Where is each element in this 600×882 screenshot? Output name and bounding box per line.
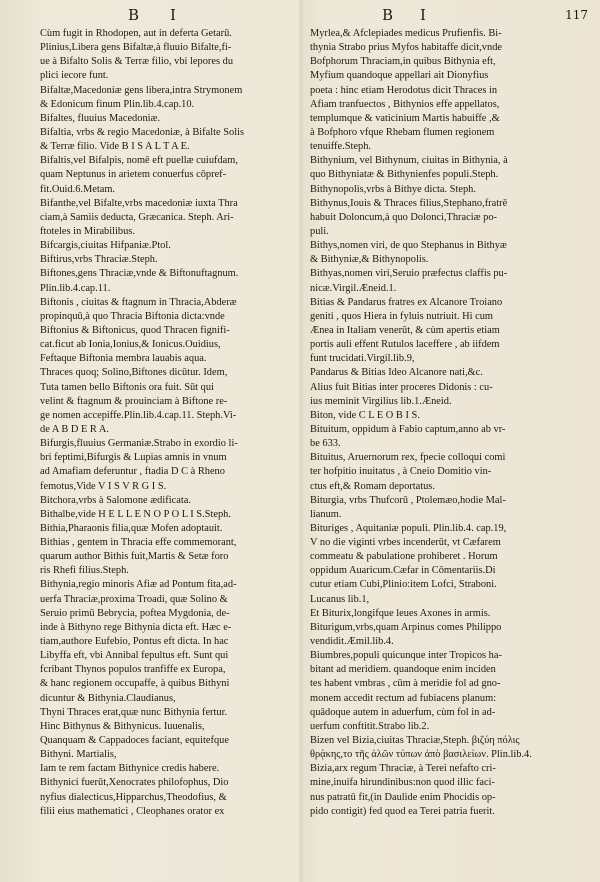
left-text-column: [40, 27, 298, 819]
text-line: de A B D E R A.: [40, 423, 109, 435]
text-line: funt trucidati.Virgil.lib.9,: [310, 353, 415, 365]
text-line: & Terræ filio. Vide B I S A L T A E.: [40, 141, 190, 153]
text-line: puli.: [310, 225, 329, 237]
text-line: nicæ.Virgil.Æneid.1.: [310, 282, 397, 294]
text-line: Bithynici fuerūt,Xenocrates philofophus, Dio: [40, 777, 229, 789]
text-line: Thyni Thraces erat,quæ nunc Bithynia fertur.: [40, 706, 228, 718]
text-line: Bifaltæ,Macedoniæ gens libera,intra Strymonem: [40, 84, 243, 96]
text-line: tes habent vmbras , cūm à meridie fol ad gno-: [310, 678, 501, 690]
text-line: Myrlea,& Afclepiades medicus Prufienfis. Bi-: [310, 28, 502, 39]
gutter-shadow: [297, 0, 305, 882]
text-line: à Bofphoro vfque Rhebam flumen regionem: [310, 126, 495, 138]
text-line: thynia Strabo prius Myfos habitaffe dicit,vnde: [310, 42, 502, 54]
text-line: quo Bithyniatæ & Bithynienfes populi.Steph.: [310, 169, 499, 181]
text-line: Feftaque Biftonia membra lauabis aqua.: [40, 353, 207, 365]
text-line: quam Neptunus in arietem conuerfus cōpref-: [40, 169, 227, 181]
text-line: ter hofpitio inuitatus , à Cneio Domitio vin-: [310, 466, 492, 478]
text-line: & Edonicum finum Plin.lib.4.cap.10.: [40, 98, 195, 110]
text-line: Bituriges , Aquitaniæ populi. Plin.lib.4. cap.19,: [310, 522, 507, 534]
right-text-column: [310, 27, 592, 819]
text-line: Bithia,Pharaonis filia,quæ Mofen adoptauit.: [40, 522, 223, 534]
text-line: ius meminit Virgilius lib.1.Æneid.: [310, 395, 452, 407]
text-line: portis auli effent Rutulos laceffere , ab iifdem: [310, 339, 500, 351]
text-line: Bithys,nomen viri, de quo Stephanus in Bithyæ: [310, 240, 507, 252]
text-line: nus patratū fit,(in Daulide enim Phocidis op-: [310, 791, 496, 803]
text-line: fcribant Thynos populos tranfiffe ex Europa,: [40, 664, 226, 676]
text-line: Ænea in Italiam venerūt, & cùm apertis etiam: [310, 324, 500, 336]
left-header-letter: B: [128, 6, 140, 24]
text-line: bitant ad meridiem. quandoque enim inciden: [310, 664, 496, 676]
text-line: quarum author Bithis fuit,Martis & Setæ foro: [40, 551, 229, 563]
text-line: ris Rhefi filius.Steph.: [40, 565, 129, 577]
text-line: ad Amafiam deferuntur , ftadia D C à Rheno: [40, 466, 225, 478]
text-line: nyfius dialecticus,Hipparchus,Theodofius, &: [40, 791, 227, 803]
text-line: Seruio primū Bebrycia, poftea Mygdonia, de-: [40, 607, 230, 619]
text-line: ciam,à Samiis deducta, Græcanica. Steph. Ari-: [40, 211, 234, 223]
text-line: bri feptimi,Bifurgis & Lupias amnis in vnum: [40, 452, 227, 464]
text-line: Biturigum,vrbs,quam Arpinus comes Philippo: [310, 621, 502, 633]
text-line: Myfium quandoque appellari ait Dionyfius: [310, 70, 489, 82]
text-line: cat.ficut ab Ionia,Ionius,& Ionicus.Ouidius,: [40, 339, 221, 351]
text-line: Bithynia,regio minoris Afiæ ad Pontum fita,ad-: [40, 579, 237, 591]
text-line: habuit Doloncum,à quo Dolonci,Thraciæ po-: [310, 211, 497, 223]
text-line: Tuta tamen bello Biftonis ora fuit. Sūt qui: [40, 381, 214, 393]
text-line: mine,inuifa hirundinibus:non quod illic faci-: [310, 777, 495, 789]
text-line: femotus,Vide V I S V R G I S.: [40, 480, 167, 492]
text-line: ge nomen accepiffe.Plin.lib.4.cap.11. Steph.Vi-: [40, 409, 237, 421]
text-line: cutur etiam Cubi,Plinio:item Lofci, Straboni.: [310, 579, 497, 591]
text-line: Bifcargis,ciuitas Hifpaniæ.Ptol.: [40, 240, 171, 252]
text-line: Bifaltia, vrbs & regio Macedoniæ, à Bifalte Solis: [40, 126, 245, 138]
text-line: filii eius mathematici , Cleophanes orator ex: [40, 805, 225, 817]
text-line: Biturgia, vrbs Thufcorū , Ptolemæo,hodie Mal-: [310, 494, 506, 506]
text-line: commeatu & pabulatione prohiberet . Horum: [310, 551, 498, 563]
text-line: monem accedit rectum ad fubiacens planum:: [310, 692, 497, 704]
text-line: Bithynus,Iouis & Thraces filius,Stephano,fratrē: [310, 197, 508, 209]
text-line: Bizen vel Bizia,ciuitas Thraciæ,Steph. βιζύη πόλις: [310, 735, 520, 747]
text-line: V no die viginti vrbes incenderūt, vt Cæfarem: [310, 537, 501, 549]
text-line: Bithynopolis,vrbs à Bithye dicta. Steph.: [310, 183, 476, 195]
text-line: oppidum Auaricum.Cæfar in Cōmentariis.Di: [310, 565, 496, 577]
text-line: ctus eft,& Romam deportatus.: [310, 480, 435, 492]
text-line: Libyffa eft, vbi Annibal fepultus eft. Sunt qui: [40, 650, 229, 662]
text-line: Bithynium, vel Bithynum, ciuitas in Bithynia, à: [310, 155, 508, 167]
right-header-letter: B: [382, 6, 394, 24]
text-line: Cùm fugit in Rhodopen, aut in deferta Getarū.: [40, 28, 232, 39]
text-line: tiam,authore Eufebio, Pontus eft dicta. In hac: [40, 636, 229, 648]
text-line: Afiam tranfuectos , Bithynios effe appellatos,: [310, 98, 500, 110]
text-line: vendidit.Æmil.lib.4.: [310, 636, 394, 648]
text-line: inde à Bithyno rege Bithynia dicta eft. Hæc e-: [40, 621, 232, 633]
text-line: Bituitum, oppidum à Fabio captum,anno ab vr-: [310, 423, 506, 435]
text-line: ue à Bifalto Solis & Terræ filio, vbi lepores du: [40, 56, 234, 68]
text-line: Bitias & Pandarus fratres ex Alcanore Troiano: [310, 296, 503, 308]
text-line: Bizia,arx regum Thraciæ, à Terei nefafto cri-: [310, 763, 496, 775]
right-header-letter: I: [420, 6, 427, 24]
text-line: Bifaltes, fluuius Macedoniæ.: [40, 112, 161, 124]
text-line: Bithyas,nomen viri,Seruio præfectus claffis pu-: [310, 268, 508, 280]
text-line: Bofphorum Thraciam,in quibus Bithynia eft,: [310, 56, 496, 68]
left-header-letter: I: [170, 6, 177, 24]
text-line: ftoteles in Mirabilibus.: [40, 225, 135, 237]
text-line: dicuntur & Bithynia.Claudianus,: [40, 692, 176, 704]
text-line: Quanquam & Cappadoces faciant, equitefque: [40, 735, 229, 747]
text-line: Biftones,gens Thraciæ,vnde & Biftonuftagnum.: [40, 268, 239, 280]
text-line: Bithalbe,vide H E L L E N O P O L I S.Steph.: [40, 508, 231, 520]
text-line: Hinc Bithynus & Bithynicus. Iuuenalis,: [40, 720, 205, 732]
text-line: Biton, vide C L E O B I S.: [310, 409, 420, 421]
text-line: Bithias , gentem in Thracia effe commemorant,: [40, 537, 237, 549]
text-line: uerfum conftitit.Strabo lib.2.: [310, 720, 430, 732]
page-number: 117: [565, 8, 588, 22]
text-line: fit.Ouid.6.Metam.: [40, 183, 116, 195]
text-line: Biumbres,populi quicunque inter Tropicos ha-: [310, 650, 502, 662]
text-line: Thraces quoq; Solino,Biftones dicūtur. Idem,: [40, 367, 228, 379]
text-line: uerfa Thraciæ,proxima Troadi, quæ Solino &: [40, 593, 228, 605]
text-line: Bithyni. Martialis,: [40, 749, 117, 761]
text-line: θρᾴκης,το τῆς ἀλῶν τύπων ἀπὸ βασιλείων. Plin.lib.4.: [310, 749, 532, 761]
text-line: Pandarus & Bitias Ideo Alcanore nati,&c.: [310, 367, 483, 379]
text-line: Biftonis , ciuitas & ftagnum in Thracia,Abderæ: [40, 296, 237, 308]
text-line: Bituitus, Aruernorum rex, fpecie colloqui comi: [310, 452, 506, 464]
text-line: lianum.: [310, 508, 342, 520]
text-line: templumque & vaticinium Martis habuiffe ,&: [310, 112, 500, 124]
text-line: poeta : hinc etiam Herodotus dicit Thraces in: [310, 84, 498, 96]
text-line: Plinius,Libera gens Bifaltæ,à fluuio Bifalte,fi-: [40, 42, 232, 54]
text-line: tenuiffe.Steph.: [310, 141, 371, 153]
text-line: propinquū,à quo Thracia Biftonia dicta:vnde: [40, 310, 225, 322]
text-line: Biftonius & Biftonicus, quod Thracen fignifi-: [40, 324, 230, 336]
text-line: & Bithyniæ,& Bithynopolis.: [310, 254, 429, 266]
text-line: be 633.: [310, 438, 341, 450]
text-line: Bifurgis,fluuius Germaniæ.Strabo in exordio li-: [40, 438, 238, 450]
text-line: Bifaltis,vel Bifalpis, nomē eft puellæ cuiufdam,: [40, 155, 238, 167]
text-line: Bifanthe,vel Bifalte,vrbs macedoniæ iuxta Thra: [40, 197, 238, 209]
text-line: Iam te rem factam Bithynice credis habere.: [40, 763, 220, 775]
text-line: plici iecore funt.: [40, 70, 109, 82]
text-line: pido contigit) fed quod ea Terei patria fuerit.: [310, 805, 495, 817]
text-line: Plin.lib.4.cap.11.: [40, 282, 111, 294]
text-line: Biftirus,vrbs Thraciæ.Steph.: [40, 254, 158, 266]
text-line: Alius fuit Bitias inter proceres Didonis : cu-: [310, 381, 493, 393]
text-line: geniti , quos Hiera in fyluis nutriuit. Hi cum: [310, 310, 493, 322]
text-line: Et Biturix,longifque leues Axones in armis.: [310, 607, 491, 619]
text-line: velint & ftagnum & prouinciam à Biftone re-: [40, 395, 228, 407]
text-line: Lucanus lib.1,: [310, 593, 370, 605]
text-line: quādoque autem in aduerfum, cùm fol in ad-: [310, 706, 496, 718]
text-line: Bitchora,vrbs à Salomone ædificata.: [40, 494, 191, 506]
text-line: & hanc regionem occupaffe, à quibus Bithyni: [40, 678, 230, 690]
